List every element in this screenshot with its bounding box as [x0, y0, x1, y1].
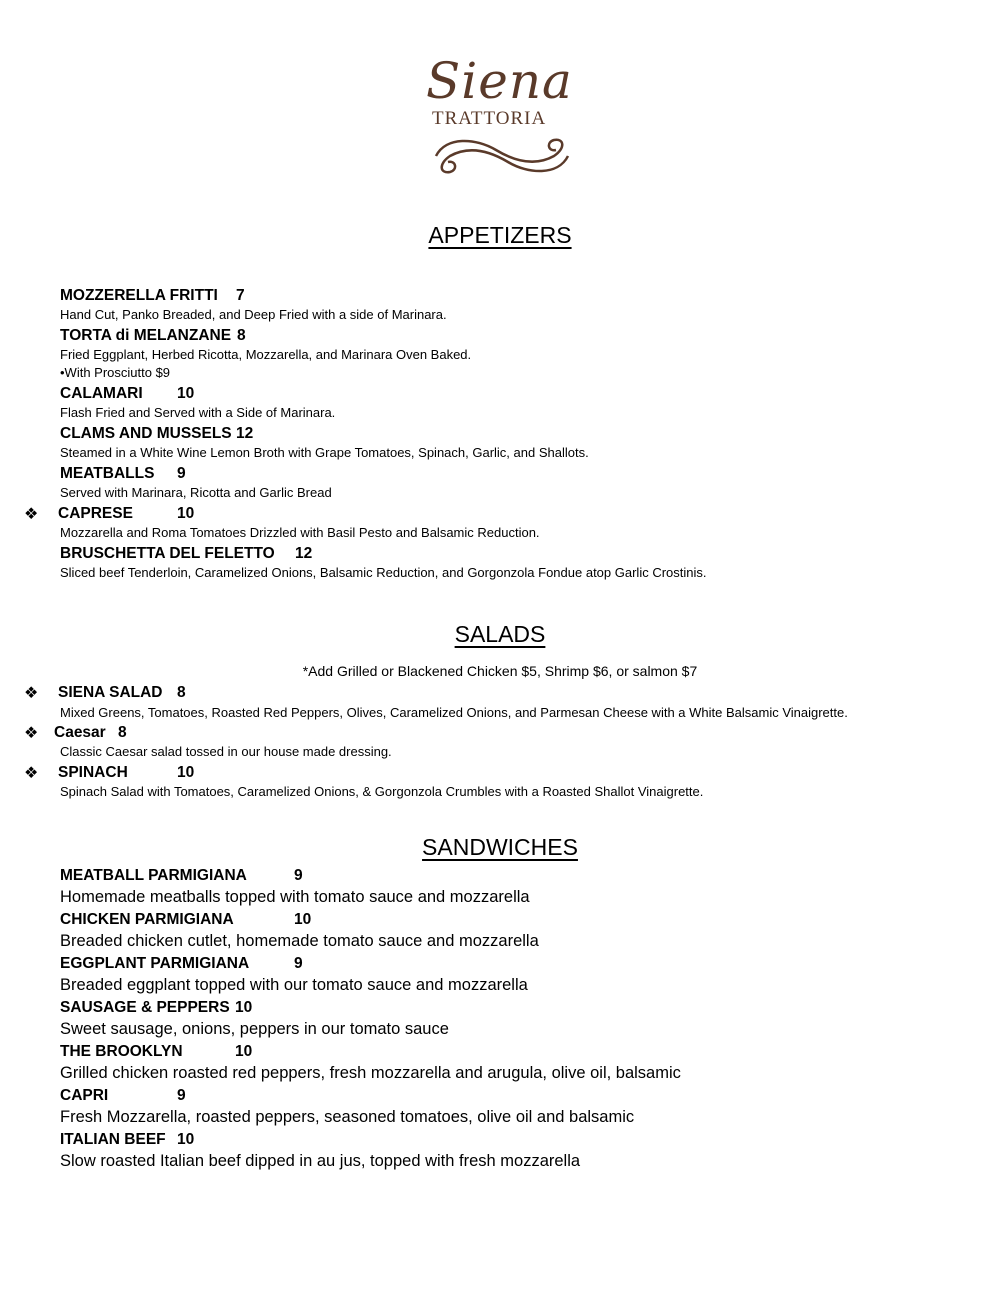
salad-item-name: SPINACH 10 — [58, 764, 195, 781]
item-price: 7 — [236, 287, 245, 304]
sandwich-item-name: CAPRI 9 — [60, 1087, 186, 1104]
item-description: Mixed Greens, Tomatoes, Roasted Red Peppers, Olives, Caramelized Onions, and Parmesan Cheese with a White Balsamic Vinaigrette. — [60, 705, 848, 720]
item-price: 10 — [235, 999, 253, 1016]
item-price: 8 — [118, 724, 127, 741]
item-description: Mozzarella and Roma Tomatoes Drizzled with Basil Pesto and Balsamic Reduction. — [60, 525, 540, 540]
item-price: 9 — [294, 867, 303, 884]
appetizer-item-name: CLAMS AND MUSSELS 12 — [60, 425, 254, 442]
item-price: 9 — [177, 1087, 186, 1104]
appetizers-heading: APPETIZERS — [428, 222, 572, 248]
item-price: 10 — [177, 505, 195, 522]
sandwich-item-name: THE BROOKLYN 10 — [60, 1043, 253, 1060]
item-addon-note: •With Prosciutto $9 — [60, 365, 171, 380]
salads-heading: SALADS — [454, 621, 546, 647]
item-price: 9 — [294, 955, 303, 972]
item-price: 8 — [177, 684, 186, 701]
appetizer-item-name: TORTA di MELANZANE 8 — [60, 327, 246, 344]
item-price: 10 — [177, 764, 195, 781]
item-description: Grilled chicken roasted red peppers, fresh mozzarella and arugula, olive oil, balsamic — [60, 1064, 681, 1082]
salads-addon-note: *Add Grilled or Blackened Chicken $5, Shrimp $6, or salmon $7 — [302, 663, 698, 679]
item-description: Spinach Salad with Tomatoes, Caramelized Onions, & Gorgonzola Crumbles with a Roasted Shallot Vinaigrette. — [60, 784, 704, 799]
item-description: Served with Marinara, Ricotta and Garlic Bread — [60, 485, 332, 500]
diamond-bullet-icon: ❖ — [24, 725, 39, 742]
appetizer-item-name: MEATBALLS 9 — [60, 465, 186, 482]
sandwich-item-name: ITALIAN BEEF 10 — [60, 1131, 195, 1148]
sandwich-item-name: EGGPLANT PARMIGIANA 9 — [60, 955, 303, 972]
item-price: 12 — [236, 425, 254, 442]
item-description: Sliced beef Tenderloin, Caramelized Onions, Balsamic Reduction, and Gorgonzola Fondue atop Garlic Crostinis. — [60, 565, 707, 580]
item-description: Homemade meatballs topped with tomato sauce and mozzarella — [60, 888, 530, 906]
item-description: Sweet sausage, onions, peppers in our tomato sauce — [60, 1020, 449, 1038]
item-description: Classic Caesar salad tossed in our house made dressing. — [60, 744, 392, 759]
item-description: Fried Eggplant, Herbed Ricotta, Mozzarella, and Marinara Oven Baked. — [60, 347, 472, 362]
logo-subtitle: TRATTORIA — [432, 108, 547, 129]
sandwiches-heading: SANDWICHES — [422, 834, 578, 860]
item-description: Fresh Mozzarella, roasted peppers, seasoned tomatoes, olive oil and balsamic — [60, 1108, 635, 1126]
diamond-bullet-icon: ❖ — [24, 685, 39, 702]
sandwich-item-name: CHICKEN PARMIGIANA 10 — [60, 911, 312, 928]
diamond-bullet-icon: ❖ — [24, 765, 39, 782]
item-price: 9 — [177, 465, 186, 482]
appetizer-item-name: CAPRESE 10 — [58, 505, 195, 522]
appetizer-item-name: MOZZERELLA FRITTI 7 — [60, 287, 245, 304]
item-price: 10 — [235, 1043, 253, 1060]
logo-name: Siena — [426, 52, 573, 110]
item-description: Hand Cut, Panko Breaded, and Deep Fried with a side of Marinara. — [60, 307, 447, 322]
item-description: Breaded chicken cutlet, homemade tomato sauce and mozzarella — [60, 932, 539, 950]
item-description: Flash Fried and Served with a Side of Marinara. — [60, 405, 336, 420]
item-description: Steamed in a White Wine Lemon Broth with Grape Tomatoes, Spinach, Garlic, and Shallots. — [60, 445, 589, 460]
diamond-bullet-icon: ❖ — [24, 506, 39, 523]
item-description: Slow roasted Italian beef dipped in au jus, topped with fresh mozzarella — [60, 1152, 581, 1170]
salad-item-name: Caesar 8 — [54, 724, 127, 741]
salad-item-name: SIENA SALAD 8 — [58, 684, 186, 701]
logo — [418, 52, 588, 180]
item-price: 12 — [295, 545, 313, 562]
item-price: 10 — [177, 385, 195, 402]
item-price: 8 — [237, 327, 246, 344]
sandwich-item-name: MEATBALL PARMIGIANA 9 — [60, 867, 303, 884]
sandwich-item-name: SAUSAGE & PEPPERS 10 — [60, 999, 253, 1016]
swirl-ornament-icon — [426, 128, 578, 178]
item-price: 10 — [177, 1131, 195, 1148]
item-price: 10 — [294, 911, 312, 928]
appetizer-item-name: CALAMARI 10 — [60, 385, 195, 402]
item-description: Breaded eggplant topped with our tomato sauce and mozzarella — [60, 976, 528, 994]
appetizer-item-name: BRUSCHETTA DEL FELETTO 12 — [60, 545, 313, 562]
